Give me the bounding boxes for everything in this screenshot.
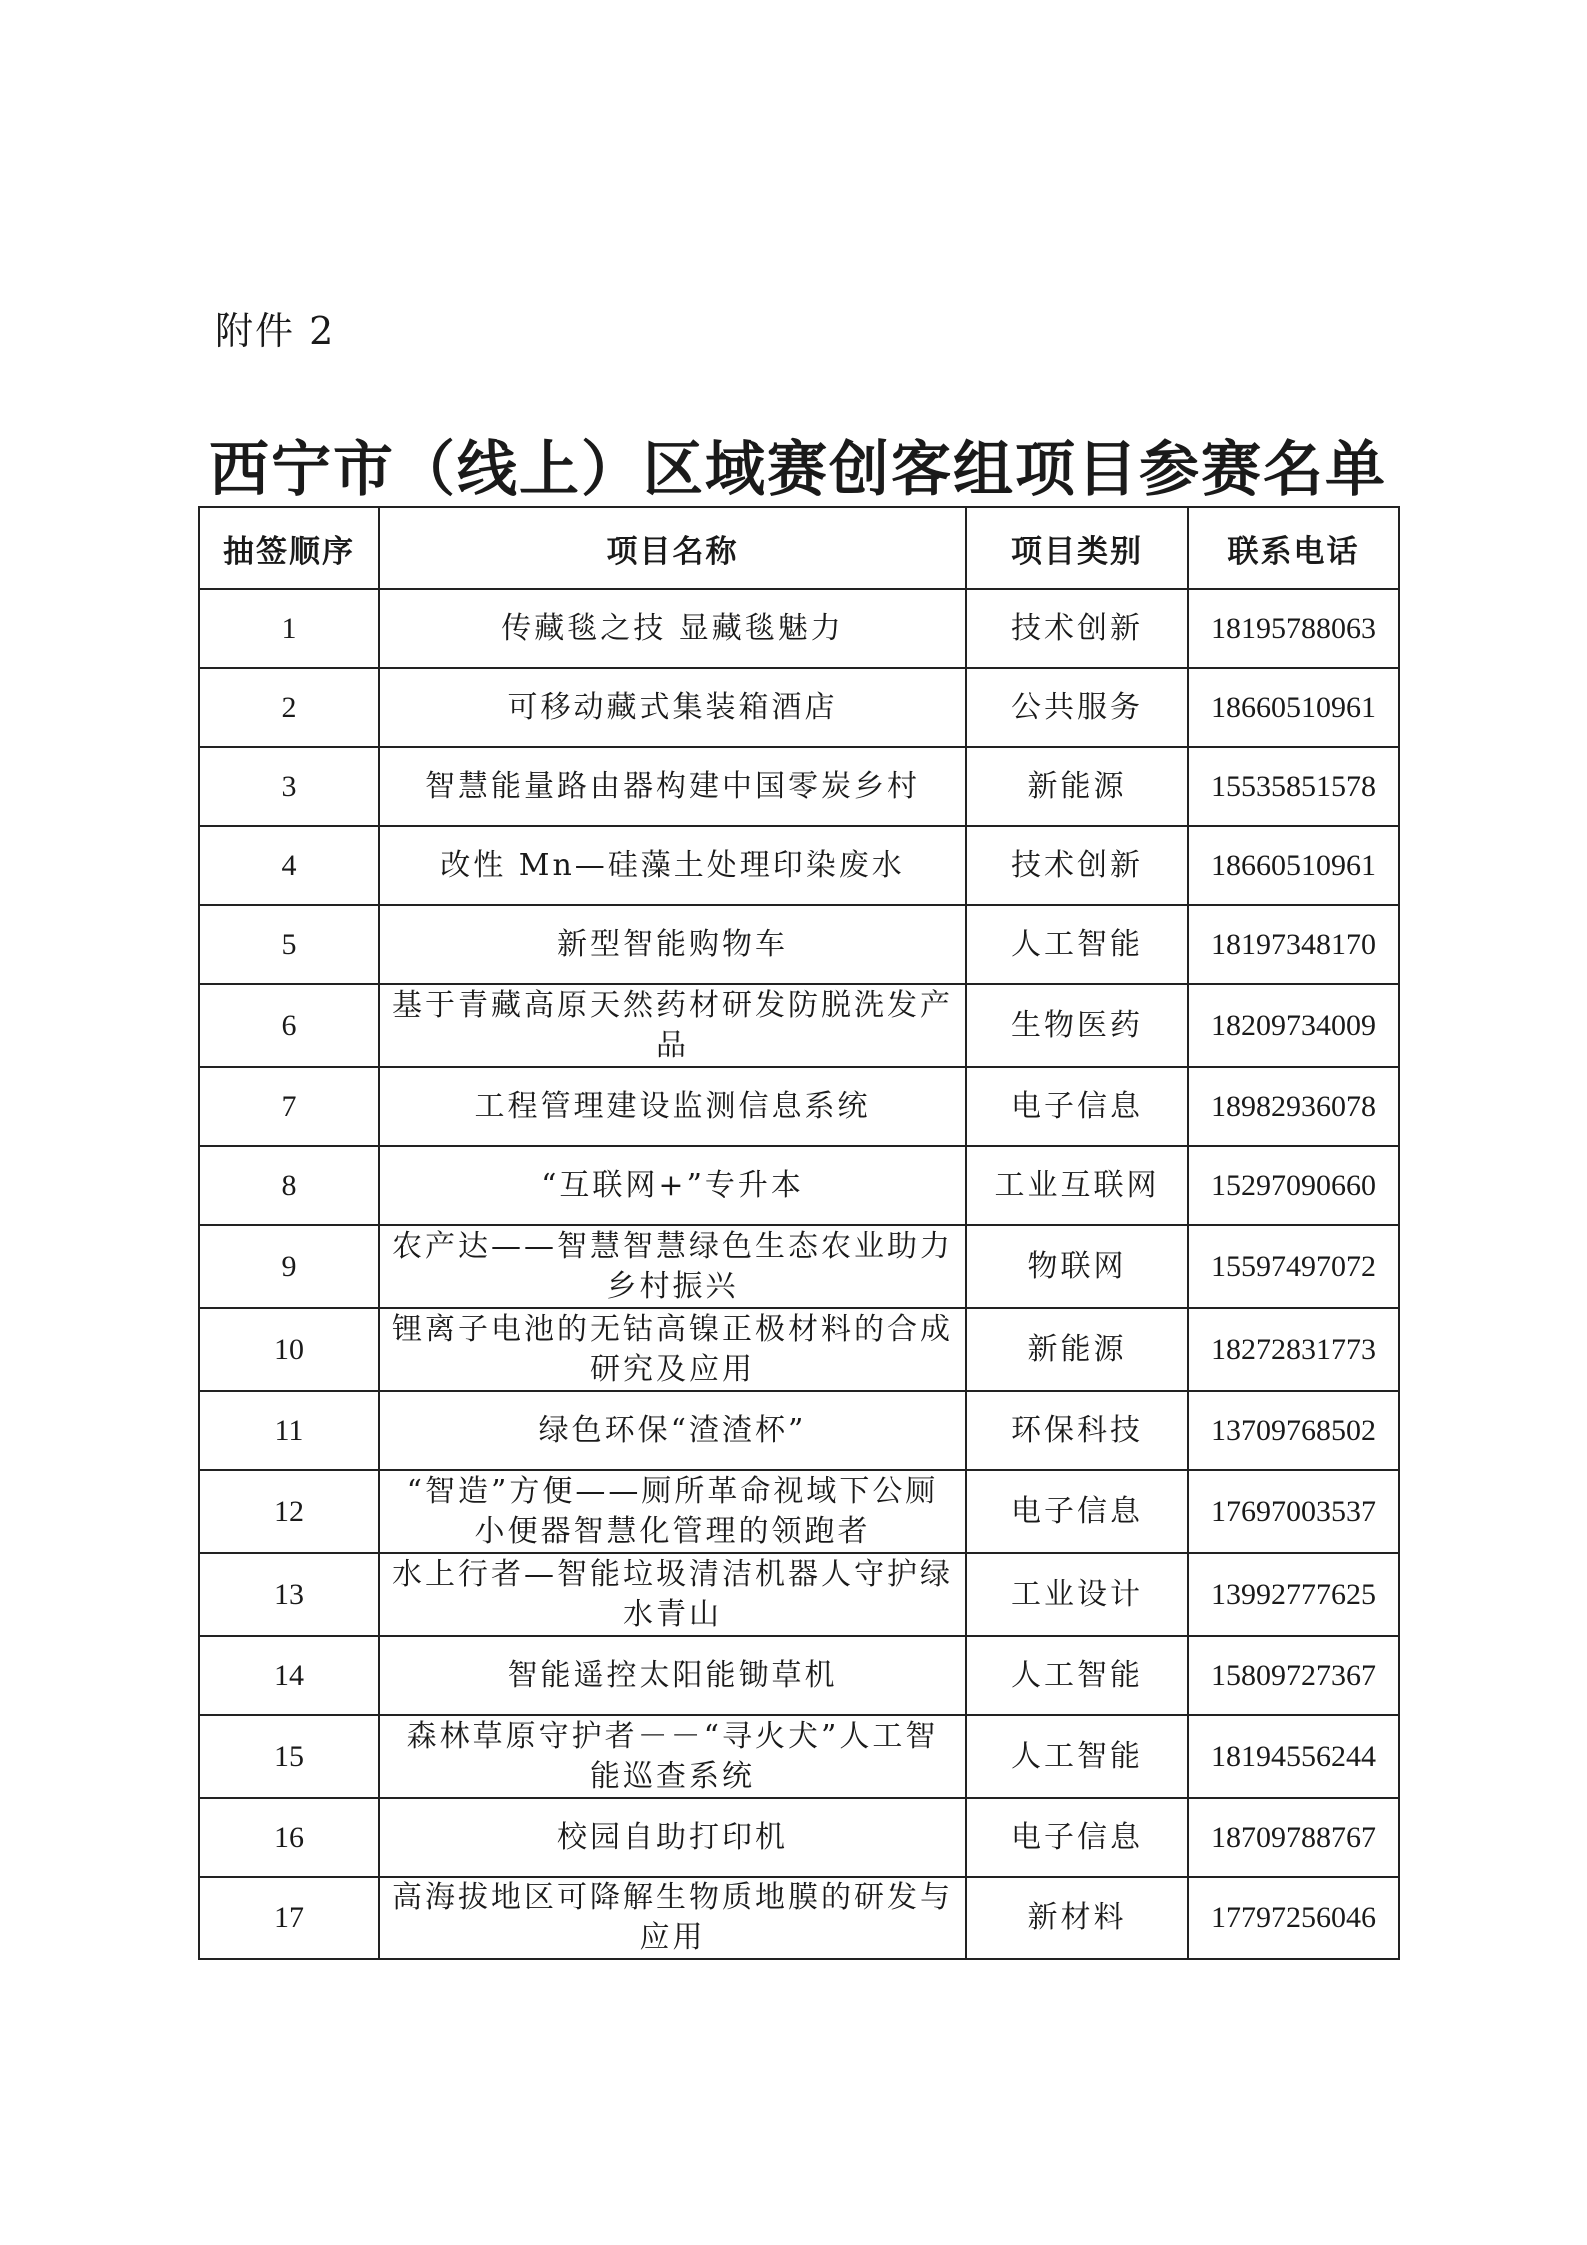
table-row — [199, 1553, 1399, 1636]
project-name-cell: 校园自助打印机 — [379, 1798, 966, 1877]
project-category-cell: 新能源 — [966, 747, 1188, 826]
project-category-cell: 技术创新 — [966, 589, 1188, 668]
project-name-cell: “互联网+”专升本 — [379, 1146, 966, 1225]
project-category-cell: 电子信息 — [966, 1798, 1188, 1877]
table-row — [199, 1877, 1399, 1959]
draw-order-cell: 11 — [199, 1391, 379, 1470]
contact-phone-cell: 15535851578 — [1188, 747, 1399, 826]
draw-order-cell: 6 — [199, 984, 379, 1067]
table-row — [199, 1391, 1399, 1470]
table-row — [199, 984, 1399, 1067]
project-name-cell: 森林草原守护者－－“寻火犬”人工智能巡查系统 — [379, 1715, 966, 1798]
project-name-cell: 可移动藏式集装箱酒店 — [379, 668, 966, 747]
draw-order-cell: 3 — [199, 747, 379, 826]
project-category-cell: 生物医药 — [966, 984, 1188, 1067]
project-category-cell: 工业互联网 — [966, 1146, 1188, 1225]
contact-phone-cell: 17697003537 — [1188, 1470, 1399, 1553]
contact-phone-cell: 18709788767 — [1188, 1798, 1399, 1877]
project-category-cell: 环保科技 — [966, 1391, 1188, 1470]
contact-phone-cell: 18982936078 — [1188, 1067, 1399, 1146]
project-name-cell: 智能遥控太阳能锄草机 — [379, 1636, 966, 1715]
table-row — [199, 1636, 1399, 1715]
table-row — [199, 1146, 1399, 1225]
project-name-cell: 基于青藏高原天然药材研发防脱洗发产品 — [379, 984, 966, 1067]
project-category-cell: 公共服务 — [966, 668, 1188, 747]
project-category-cell: 人工智能 — [966, 1636, 1188, 1715]
project-name-cell: “智造”方便——厕所革命视域下公厕小便器智慧化管理的领跑者 — [379, 1470, 966, 1553]
project-name-cell: 锂离子电池的无钴高镍正极材料的合成研究及应用 — [379, 1308, 966, 1391]
project-category-cell: 技术创新 — [966, 826, 1188, 905]
draw-order-cell: 4 — [199, 826, 379, 905]
draw-order-cell: 5 — [199, 905, 379, 984]
table-row — [199, 668, 1399, 747]
project-category-cell: 人工智能 — [966, 1715, 1188, 1798]
table-header-row — [199, 507, 1399, 589]
project-name-cell: 农产达——智慧智慧绿色生态农业助力乡村振兴 — [379, 1225, 966, 1308]
table-row — [199, 589, 1399, 668]
contact-phone-cell: 15809727367 — [1188, 1636, 1399, 1715]
draw-order-cell: 7 — [199, 1067, 379, 1146]
project-name-cell: 智慧能量路由器构建中国零炭乡村 — [379, 747, 966, 826]
draw-order-cell: 16 — [199, 1798, 379, 1877]
draw-order-cell: 9 — [199, 1225, 379, 1308]
project-category-cell: 新材料 — [966, 1877, 1188, 1959]
project-roster-table — [198, 506, 1400, 1960]
contact-phone-cell: 18195788063 — [1188, 589, 1399, 668]
table-row — [199, 1308, 1399, 1391]
contact-phone-cell: 13709768502 — [1188, 1391, 1399, 1470]
project-category-cell: 工业设计 — [966, 1553, 1188, 1636]
project-name-cell: 新型智能购物车 — [379, 905, 966, 984]
draw-order-cell: 17 — [199, 1877, 379, 1959]
table-row — [199, 1715, 1399, 1798]
table-row — [199, 905, 1399, 984]
table-row — [199, 1470, 1399, 1553]
contact-phone-cell: 15597497072 — [1188, 1225, 1399, 1308]
project-name-cell: 传藏毯之技 显藏毯魅力 — [379, 589, 966, 668]
project-category-cell: 电子信息 — [966, 1067, 1188, 1146]
header-project-category: 项目类别 — [966, 507, 1188, 589]
table-row — [199, 1067, 1399, 1146]
project-name-cell: 水上行者—智能垃圾清洁机器人守护绿水青山 — [379, 1553, 966, 1636]
contact-phone-cell: 13992777625 — [1188, 1553, 1399, 1636]
contact-phone-cell: 18660510961 — [1188, 826, 1399, 905]
header-draw-order: 抽签顺序 — [199, 507, 379, 589]
project-name-cell: 绿色环保“渣渣杯” — [379, 1391, 966, 1470]
table-row — [199, 1225, 1399, 1308]
draw-order-cell: 2 — [199, 668, 379, 747]
draw-order-cell: 15 — [199, 1715, 379, 1798]
draw-order-cell: 13 — [199, 1553, 379, 1636]
table-row — [199, 747, 1399, 826]
header-project-name: 项目名称 — [379, 507, 966, 589]
contact-phone-cell: 18272831773 — [1188, 1308, 1399, 1391]
contact-phone-cell: 15297090660 — [1188, 1146, 1399, 1225]
draw-order-cell: 1 — [199, 589, 379, 668]
draw-order-cell: 14 — [199, 1636, 379, 1715]
table-row — [199, 1798, 1399, 1877]
project-name-cell: 高海拔地区可降解生物质地膜的研发与应用 — [379, 1877, 966, 1959]
contact-phone-cell: 18197348170 — [1188, 905, 1399, 984]
project-category-cell: 电子信息 — [966, 1470, 1188, 1553]
contact-phone-cell: 18209734009 — [1188, 984, 1399, 1067]
draw-order-cell: 10 — [199, 1308, 379, 1391]
document-title: 西宁市（线上）区域赛创客组项目参赛名单 — [209, 435, 1387, 505]
project-name-cell: 工程管理建设监测信息系统 — [379, 1067, 966, 1146]
contact-phone-cell: 18194556244 — [1188, 1715, 1399, 1798]
header-contact-phone: 联系电话 — [1188, 507, 1399, 589]
contact-phone-cell: 18660510961 — [1188, 668, 1399, 747]
project-name-cell: 改性 Mn—硅藻土处理印染废水 — [379, 826, 966, 905]
table-row — [199, 826, 1399, 905]
draw-order-cell: 12 — [199, 1470, 379, 1553]
contact-phone-cell: 17797256046 — [1188, 1877, 1399, 1959]
project-category-cell: 新能源 — [966, 1308, 1188, 1391]
attachment-label: 附件 2 — [215, 309, 336, 353]
project-category-cell: 物联网 — [966, 1225, 1188, 1308]
project-category-cell: 人工智能 — [966, 905, 1188, 984]
draw-order-cell: 8 — [199, 1146, 379, 1225]
